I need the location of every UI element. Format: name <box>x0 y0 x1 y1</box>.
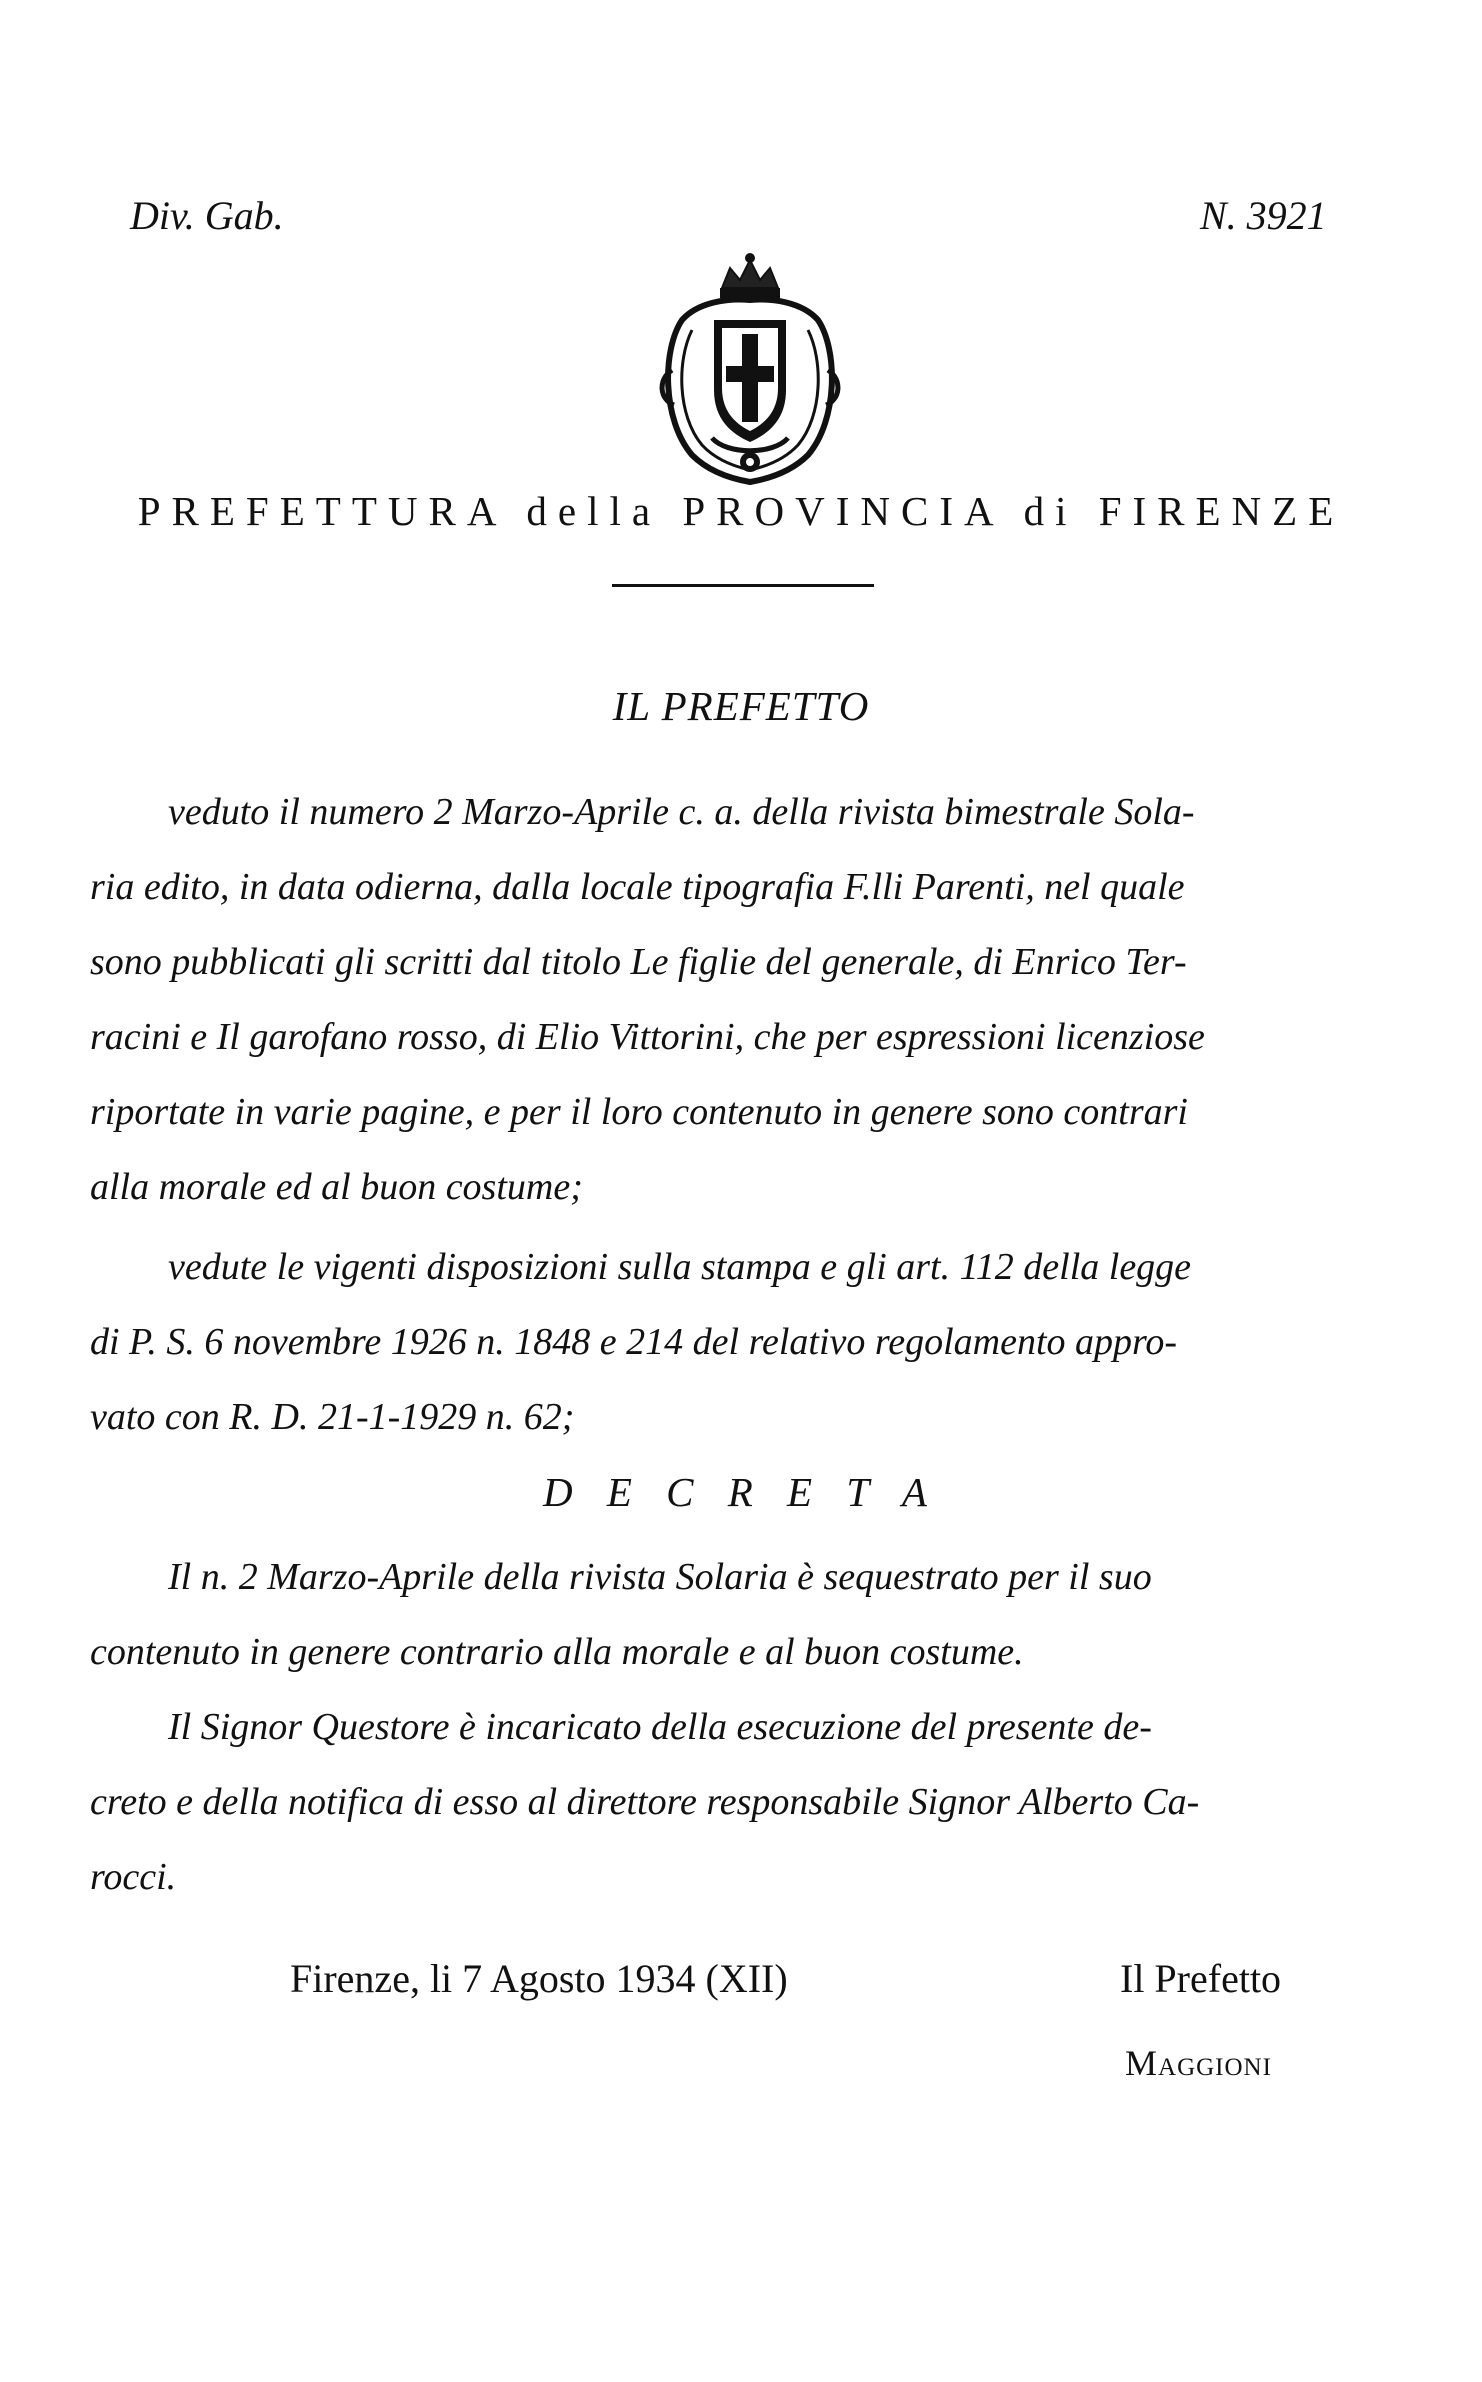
decree-line: rocci. <box>90 1856 177 1898</box>
office-heading: PREFETTURA della PROVINCIA di FIRENZE <box>137 488 1345 534</box>
body-line: vedute le vigenti disposizioni sulla stampa e gli art. 112 della legge <box>168 1246 1192 1288</box>
divider-rule <box>612 584 874 587</box>
body-line: ria edito, in data odierna, dalla locale tipografia F.lli Parenti, nel quale <box>90 866 1185 908</box>
body-line: veduto il numero 2 Marzo-Aprile c. a. della rivista bimestrale Sola- <box>168 791 1195 833</box>
decree-line: contenuto in genere contrario alla morale e al buon costume. <box>90 1631 1024 1673</box>
body-line: di P. S. 6 novembre 1926 n. 1848 e 214 del relativo regolamento appro- <box>90 1321 1178 1363</box>
savoy-coat-of-arms-icon <box>652 250 848 490</box>
body-line: vato con R. D. 21-1-1929 n. 62; <box>90 1396 575 1438</box>
body-line: racini e Il garofano rosso, di Elio Vittorini, che per espressioni licenziose <box>90 1016 1205 1058</box>
body-line: riportate in varie pagine, e per il loro contenuto in genere sono contrari <box>90 1091 1188 1133</box>
place-and-date: Firenze, li 7 Agosto 1934 (XII) <box>290 1956 788 2001</box>
body-line: sono pubblicati gli scritti dal titolo Le figlie del generale, di Enrico Ter- <box>90 941 1187 983</box>
decree-line: Il Signor Questore è incaricato della esecuzione del presente de- <box>168 1706 1152 1748</box>
document-title: IL PREFETTO <box>612 683 870 729</box>
body-line: alla morale ed al buon costume; <box>90 1166 583 1208</box>
decree-line: creto e della notifica di esso al direttore responsabile Signor Alberto Ca- <box>90 1781 1200 1823</box>
division-label: Div. Gab. <box>130 193 284 238</box>
decree-line: Il n. 2 Marzo-Aprile della rivista Solaria è sequestrato per il suo <box>168 1556 1152 1598</box>
protocol-number: N. 3921 <box>1200 193 1327 238</box>
decree-heading: D E C R E T A <box>543 1469 939 1515</box>
signatory-role: Il Prefetto <box>1120 1956 1282 2001</box>
signatory-name: Maggioni <box>1125 2043 1272 2083</box>
